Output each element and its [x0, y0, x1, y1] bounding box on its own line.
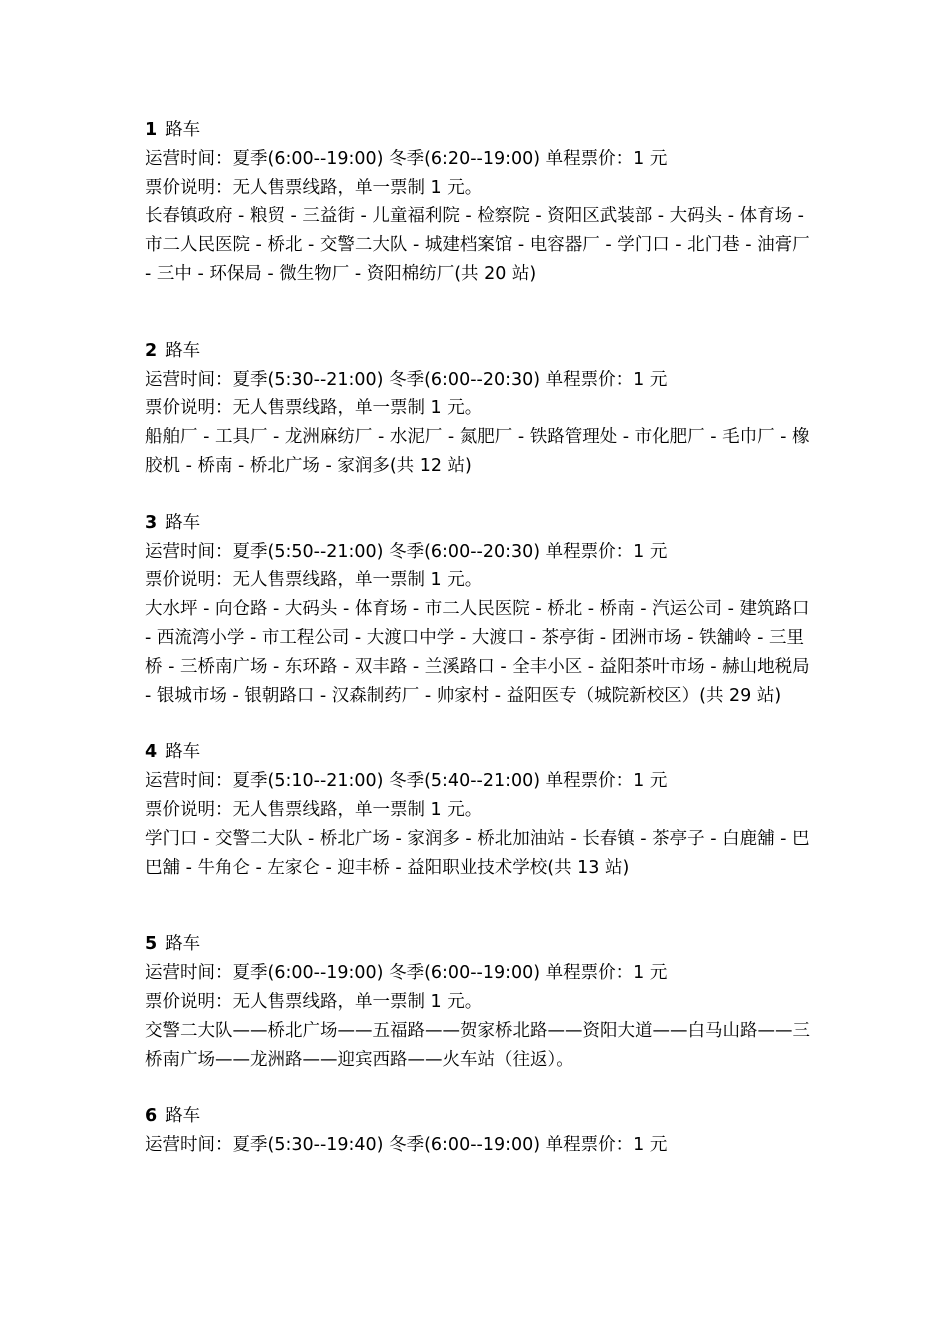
route-fare-note: 票价说明：无人售票线路，单一票制 1 元。 — [145, 799, 483, 820]
route-title — [145, 509, 820, 538]
route-fare-note: 票价说明：无人售票线路，单一票制 1 元。 — [145, 177, 483, 198]
route-stops: 船舶厂 - 工具厂 - 龙洲麻纺厂 - 水泥厂 - 氮肥厂 - 铁路管理处 - 市化肥厂 - 毛巾厂 - 橡胶机 - 桥南 - 桥北广场 - 家润多(共 12 站) — [145, 427, 810, 476]
route-5 — [145, 930, 820, 1074]
route-title — [145, 930, 820, 959]
route-hours: 运营时间：夏季(5:50--21:00) 冬季(6:00--20:30) 单程票价：1 元 — [145, 541, 668, 562]
route-title-suffix: 路车 — [165, 742, 201, 763]
route-hours: 运营时间：夏季(6:00--19:00) 冬季(6:20--19:00) 单程票价：1 元 — [145, 148, 668, 169]
route-stops: 大水坪 - 向仓路 - 大码头 - 体育场 - 市二人民医院 - 桥北 - 桥南 - 汽运公司 - 建筑路口 - 西流湾小学 - 市工程公司 - 大渡口中学 - 大渡口 - 茶亭街 - 团洲市场 - 铁舖岭 - 三里桥 - 三桥南广场 - 东环路 - 双丰路 - 兰溪路口 - 全丰小区 - 益阳茶叶市场 - 赫山地税局 - 银城市场 - 银朝路口 - 汉森制药厂 - 帅家村 - 益阳医专（城院新校区）(共 29 站) — [145, 599, 810, 706]
route-title-suffix: 路车 — [165, 120, 201, 140]
route-6 — [145, 1102, 820, 1160]
route-title-suffix: 路车 — [165, 934, 201, 955]
route-number: 5 — [145, 934, 158, 955]
route-hours: 运营时间：夏季(5:30--19:40) 冬季(6:00--19:00) 单程票价：1 元 — [145, 1135, 668, 1156]
route-1 — [145, 116, 820, 289]
route-stops: 交警二大队——桥北广场——五福路——贺家桥北路——资阳大道——白马山路——三桥南广场——龙洲路——迎宾西路——火车站（往返）。 — [145, 1020, 810, 1070]
route-2 — [145, 337, 820, 481]
route-hours: 运营时间：夏季(5:10--21:00) 冬季(5:40--21:00) 单程票价：1 元 — [145, 771, 668, 792]
route-fare-note: 票价说明：无人售票线路，单一票制 1 元。 — [145, 570, 483, 591]
route-title-suffix: 路车 — [165, 340, 201, 361]
route-title — [145, 116, 820, 145]
route-hours: 运营时间：夏季(5:30--21:00) 冬季(6:00--20:30) 单程票价：1 元 — [145, 369, 668, 390]
route-stops: 学门口 - 交警二大队 - 桥北广场 - 家润多 - 桥北加油站 - 长春镇 - 茶亭子 - 白鹿舖 - 巴巴舖 - 牛角仑 - 左家仑 - 迎丰桥 - 益阳职业技术学校(共 13 站) — [145, 828, 810, 878]
route-fare-note: 票价说明：无人售票线路，单一票制 1 元。 — [145, 991, 483, 1012]
route-number: 3 — [145, 512, 158, 533]
route-stops: 长春镇政府 - 粮贸 - 三益街 - 儿童福利院 - 检察院 - 资阳区武装部 - 大码头 - 体育场 - 市二人民医院 - 桥北 - 交警二大队 - 城建档案馆 - 电容器厂 - 学门口 - 北门巷 - 油膏厂 - 三中 - 环保局 - 微生物厂 - 资阳棉纺厂(共 20 站) — [145, 206, 810, 284]
route-title — [145, 337, 820, 366]
route-number: 2 — [145, 340, 158, 361]
route-title-suffix: 路车 — [165, 1106, 201, 1127]
route-title-suffix: 路车 — [165, 512, 201, 533]
route-4 — [145, 738, 820, 882]
route-number: 4 — [145, 742, 158, 763]
route-fare-note: 票价说明：无人售票线路，单一票制 1 元。 — [145, 398, 483, 419]
route-number: 6 — [145, 1106, 158, 1127]
route-title — [145, 1102, 820, 1131]
route-hours: 运营时间：夏季(6:00--19:00) 冬季(6:00--19:00) 单程票价：1 元 — [145, 963, 668, 984]
route-title — [145, 738, 820, 767]
route-3 — [145, 509, 820, 711]
route-number: 1 — [145, 120, 158, 140]
